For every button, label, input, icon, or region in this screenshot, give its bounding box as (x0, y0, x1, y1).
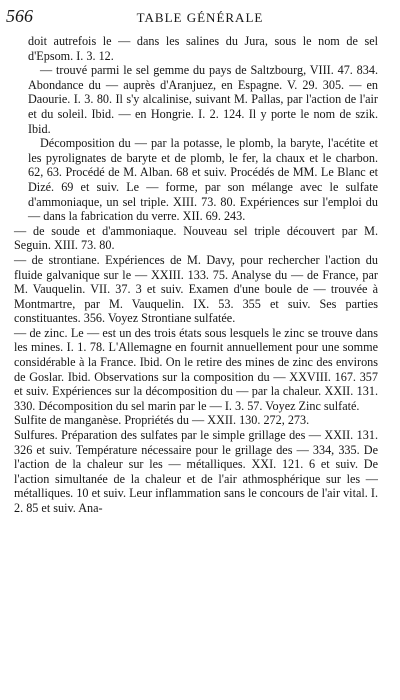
index-entry: Décomposition du — par la potasse, le plomb, la baryte, l'acétite et les pyrolignates de baryte et de plomb, le fer, la chaux et le charbon. 62, 63. Procédé de M. Alban. 68 et suiv. Procédés de MM. Le Blanc et Dizé. 69 et suiv. Le — forme, par son mélange avec le sulfate d'ammoniaque, un sel triple. XIII. 73. 80. Expériences sur l'emploi du — dans la fabrication du verre. XII. 69. 243. (28, 136, 378, 224)
page-header (0, 6, 400, 28)
index-entry: — de strontiane. Expériences de M. Davy, pour rechercher l'action du fluide galvanique sur le — XXIII. 133. 75. Analyse du — de France, par M. Vauquelin. VII. 37. 3 et suiv. Examen d'une boule de — trouvée à Montmartre, par M. Vauquelin. IX. 53. 355 et suiv. Ses parties constituantes. 356. Voyez Strontiane sulfatée. (14, 252, 378, 326)
index-entry-heading: Sulfite de manganèse. Propriétés du — XXII. 130. 272, 273. (14, 413, 310, 428)
index-entry: — trouvé parmi le sel gemme du pays de Saltzbourg, VIII. 47. 834. Abondance du — auprès d'Aranjuez, en Espagne. V. 29. 305. — en Daourie. I. 3. 80. Il s'y alcalinise, suivant M. Pallas, par l'action de l'air et du soleil. Ibid. — en Hongrie. I. 2. 124. Il y porte le nom de szik. Ibid. (28, 63, 378, 136)
index-entry: — de zinc. Le — est un des trois états sous lesquels le zinc se trouve dans les mines. I. 1. 78. L'Allemagne en fournit annuellement pour une somme considérable à la France. Ibid. On le retire des mines de zinc des environs de Goslar. Ibid. Observations sur la composition du — XXVIII. 167. 357 et suiv. Expériences sur la décomposition du — par la chaleur. XXII. 131. 330. Décomposition du sel marin par le — I. 3. 57. Voyez Zinc sulfaté. (14, 325, 378, 413)
index-body (14, 34, 378, 516)
running-head: TABLE GÉNÉRALE (136, 10, 264, 25)
index-entry: — de soude et d'ammoniaque. Nouveau sel triple découvert par M. Seguin. XIII. 73. 80. (14, 223, 378, 253)
index-entry-heading: Sulfures. Préparation des sulfates par le simple grillage des — XXII. 131. 326 et suiv. Température nécessaire pour le grillage des — 334, 335. De l'action de la chaleur sur les — métalliques. XXI. 121. 6 et suiv. De l'action simultanée de la chaleur et de l'air athmosphérique sur les — métalliques. 10 et suiv. Leur inflammation sans le concours de l'air vital. I. 2. 85 et suiv. Ana- (14, 428, 378, 515)
index-entry-continuation: doit autrefois le — dans les salines du Jura, sous le nom de sel d'Epsom. I. 3. 12. (28, 34, 378, 63)
page-number: 566 (6, 6, 33, 26)
